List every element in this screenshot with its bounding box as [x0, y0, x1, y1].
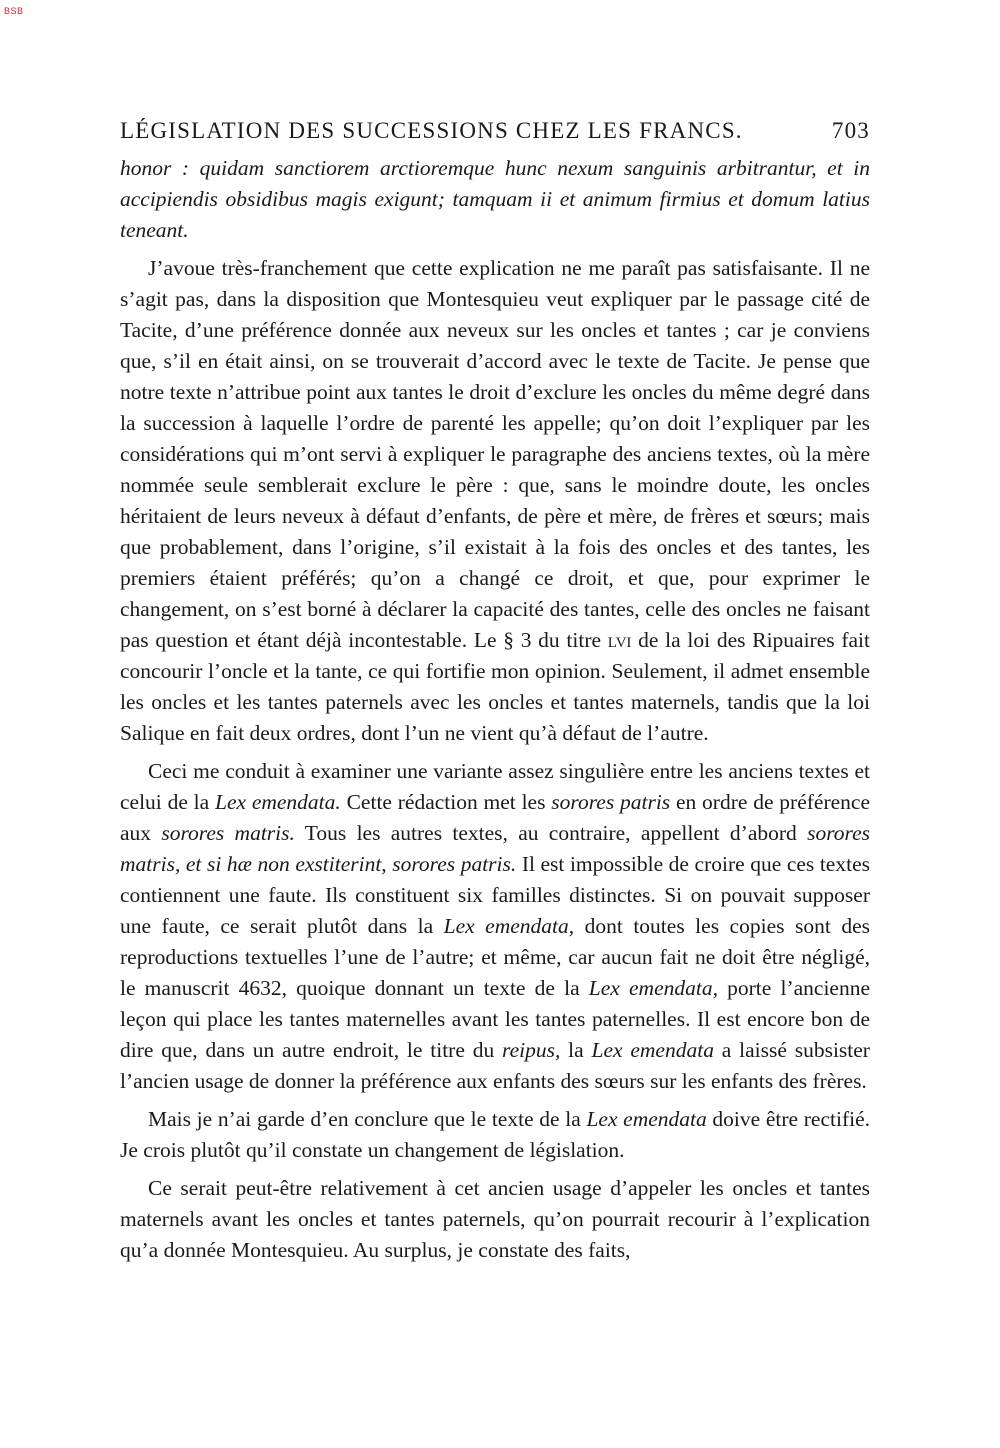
- roman-numeral: lvi: [607, 628, 632, 652]
- latin-quotation-continuation: honor : quidam sanctiorem arctioremque hunc nexum sanguinis arbitrantur, et in accipiendis obsidibus magis exigunt; tamquam ii et animum firmius et domum latius teneant.: [120, 156, 870, 242]
- paragraph-maternal-uncles: Ce serait peut-être relativement à cet ancien usage d’appeler les oncles et tantes maternels avant les oncles et tantes paternels, qu’on pourrait recourir à l’explication qu’a donnée Montesquieu. Au surplus, je constate des faits,: [120, 1176, 870, 1262]
- page: [120, 118, 870, 1266]
- body-text: [120, 153, 870, 1266]
- paragraph-montesquieu-explanation: J’avoue très-franchement que cette explication ne me paraît pas satisfaisante. Il ne s’agit pas, dans la disposition que Montesquieu veut expliquer par le passage cité de Tacite, d’une préférence donnée aux neveux sur les oncles et tantes ; car je conviens que, s’il en était ainsi, on se trouverait d’accord avec le texte de Tacite. Je pense que notre texte n’attribue point aux tantes le droit d’exclure les oncles du même degré dans la succession à laquelle l’ordre de parenté les appelle; qu’on doit l’expliquer par les considérations qui m’ont servi à expliquer le paragraphe des anciens textes, où la mère nommée seule semblerait exclure le père : que, sans le moindre doute, les oncles héritaient de leurs neveux à défaut d’enfants, de père et mère, de frères et sœurs; mais que probablement, dans l’origine, s’il existait à la fois des oncles et des tantes, les premiers étaient préférés; qu’on a changé ce droit, et que, pour exprimer le changement, on s’est borné à déclarer la capacité des tantes, celle des oncles ne faisant pas question et étant déjà incontestable. Le § 3 du titre lvi de la loi des Ripuaires fait concourir l’oncle et la tante, ce qui fortifie mon opinion. Seulement, il admet ensemble les oncles et les tantes paternels avec les oncles et tantes maternels, tandis que la loi Salique en fait deux ordres, dont l’un ne vient qu’à défaut de l’autre.: [120, 256, 871, 745]
- library-watermark: BSB: [4, 6, 24, 16]
- page-number: 703: [831, 118, 870, 143]
- running-head: [120, 118, 870, 152]
- running-title: LÉGISLATION DES SUCCESSIONS CHEZ LES FRANCS.: [120, 118, 743, 143]
- paragraph-lex-emendata-variant: Ceci me conduit à examiner une variante assez singulière entre les anciens textes et celui de la Lex emendata. Cette rédaction met les sorores patris en ordre de préférence aux sorores matris. Tous les autres textes, au contraire, appellent d’abord sorores matris, et si hæ non exstiterint, sorores patris. Il est impossible de croire que ces textes contiennent une faute. Ils constituent six familles distinctes. Si on pouvait supposer une faute, ce serait plutôt dans la Lex emendata, dont toutes les copies sont des reproductions textuelles l’une de l’autre; et même, car aucun fait ne doit être négligé, le manuscrit 4632, quoique donnant un texte de la Lex emendata, porte l’ancienne leçon qui place les tantes maternelles avant les tantes paternelles. Il est encore bon de dire que, dans un autre endroit, le titre du reipus, la Lex emendata a laissé subsister l’ancien usage de donner la préférence aux enfants des sœurs sur les enfants des frères.: [120, 759, 871, 1093]
- paragraph-legislation-change: Mais je n’ai garde d’en conclure que le texte de la Lex emendata doive être rectifié. Je crois plutôt qu’il constate un changement de législation.: [120, 1107, 870, 1162]
